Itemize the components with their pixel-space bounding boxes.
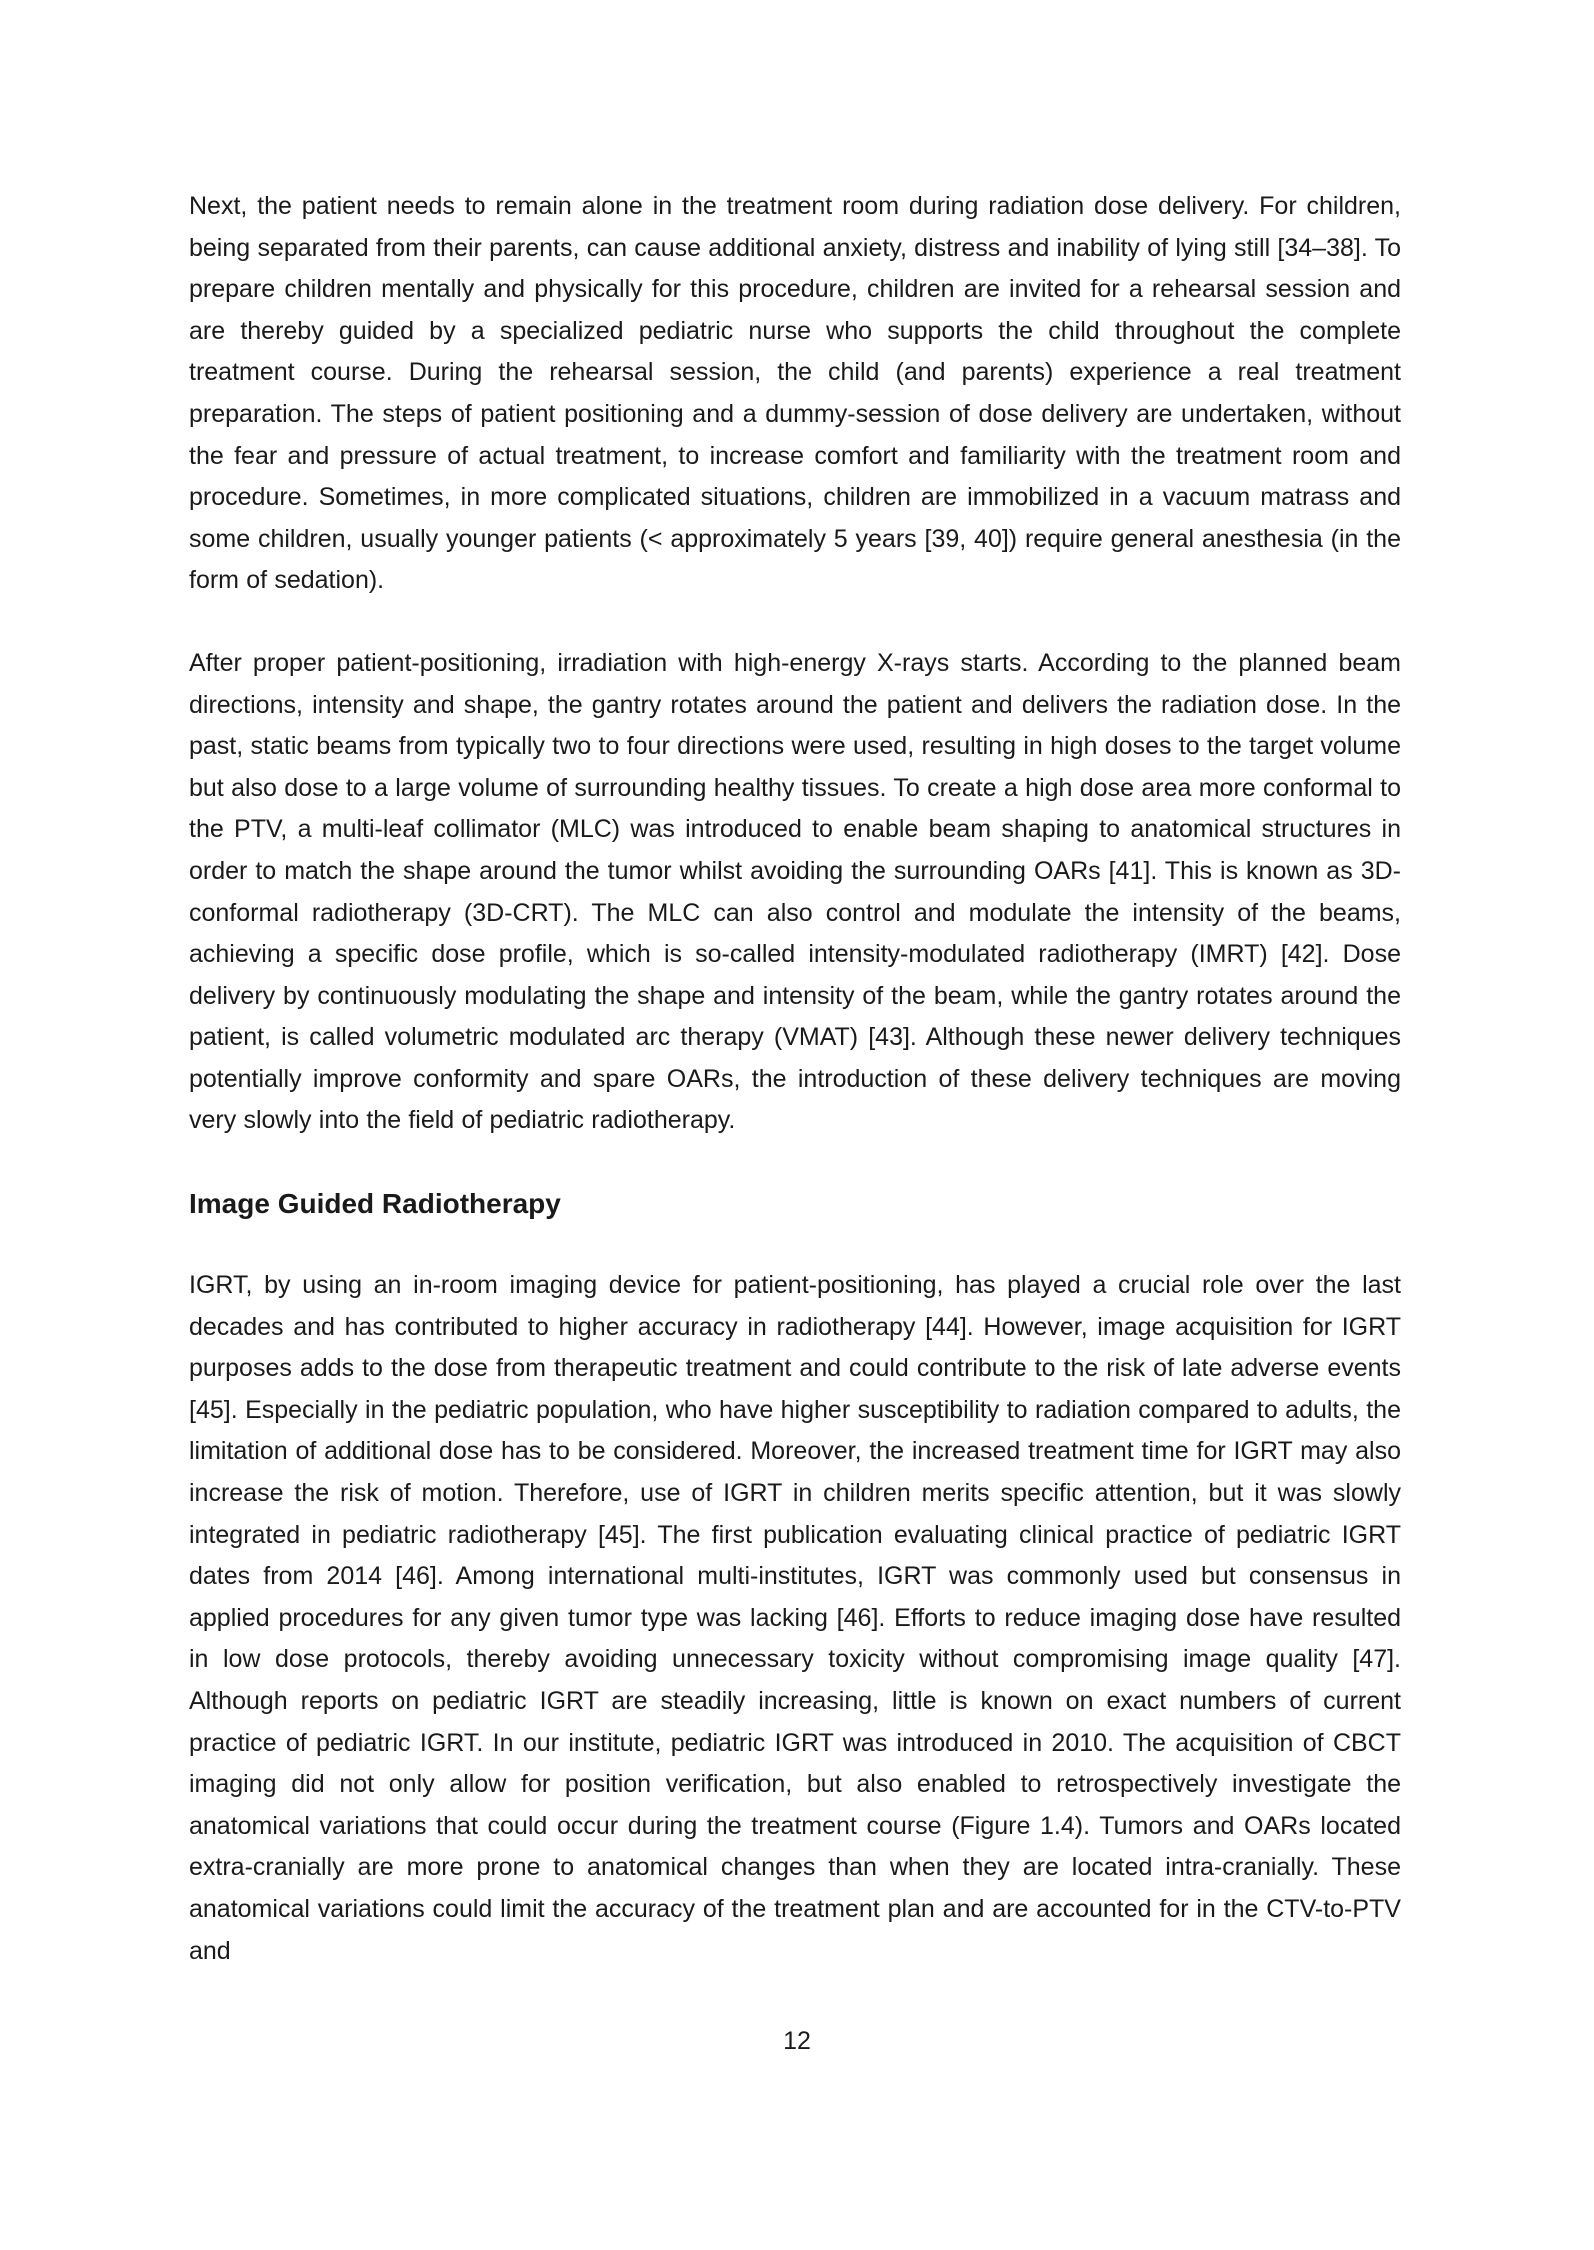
paragraph-patient-alone: Next, the patient needs to remain alone in the treatment room during radiation dose delivery. For children, being separated from their parents, can cause additional anxiety, distress and inability of lying still [34–38]. To prepare children mentally and physically for this procedure, children are invited for a rehearsal session and are thereby guided by a specialized pediatric nurse who supports the child throughout the complete treatment course. During the rehearsal session, the child (and parents) experience a real treatment preparation. The steps of patient positioning and a dummy-session of dose delivery are undertaken, without the fear and pressure of actual treatment, to increase comfort and familiarity with the treatment room and procedure. Sometimes, in more complicated situations, children are immobilized in a vacuum matrass and some children, usually younger patients (< approximately 5 years [39, 40]) require general anesthesia (in the form of sedation). [189,192,1401,595]
paragraph-irradiation-techniques: After proper patient-positioning, irradiation with high-energy X-rays starts. According to the planned beam directions, intensity and shape, the gantry rotates around the patient and delivers the radiation dose. In the past, static beams from typically two to four directions were used, resulting in high doses to the target volume but also dose to a large volume of surrounding healthy tissues. To create a high dose area more conformal to the PTV, a multi-leaf collimator (MLC) was introduced to enable beam shaping to anatomical structures in order to match the shape around the tumor whilst avoiding the surrounding OARs [41]. This is known as 3D-conformal radiotherapy (3D-CRT). The MLC can also control and modulate the intensity of the beams, achieving a specific dose profile, which is so-called intensity-modulated radiotherapy (IMRT) [42]. Dose delivery by continuously modulating the shape and intensity of the beam, while the gantry rotates around the patient, is called volumetric modulated arc therapy (VMAT) [43]. Although these newer delivery techniques potentially improve conformity and spare OARs, the introduction of these delivery techniques are moving very slowly into the field of pediatric radiotherapy. [189,648,1401,1135]
page-number: 12 [783,2027,811,2055]
paragraph-igrt: IGRT, by using an in-room imaging device for patient-positioning, has played a crucial role over the last decades and has contributed to higher accuracy in radiotherapy [44]. However, image acquisition for IGRT purposes adds to the dose from therapeutic treatment and could contribute to the risk of late adverse events [45]. Especially in the pediatric population, who have higher susceptibility to radiation compared to adults, the limitation of additional dose has to be considered. Moreover, the increased treatment time for IGRT may also increase the risk of motion. Therefore, use of IGRT in children merits specific attention, but it was slowly integrated in pediatric radiotherapy [45]. The first publication evaluating clinical practice of pediatric IGRT dates from 2014 [46]. Among international multi-institutes, IGRT was commonly used but consensus in applied procedures for any given tumor type was lacking [46]. Efforts to reduce imaging dose have resulted in low dose protocols, thereby avoiding unnecessary toxicity without compromising image quality [47]. Although reports on pediatric IGRT are steadily increasing, little is known on exact numbers of current practice of pediatric IGRT. In our institute, pediatric IGRT was introduced in 2010. The acquisition of CBCT imaging did not only allow for position verification, but also enabled to retrospectively investigate the anatomical variations that could occur during the treatment course (Figure 1.4). Tumors and OARs located extra-cranially are more prone to anatomical changes than when they are located intra-cranially. These anatomical variations could limit the accuracy of the treatment plan and are accounted for in the CTV-to-PTV and [189,1271,1401,1965]
page-body [189,186,1401,1972]
section-heading-igrt: Image Guided Radiotherapy [189,1188,561,1220]
